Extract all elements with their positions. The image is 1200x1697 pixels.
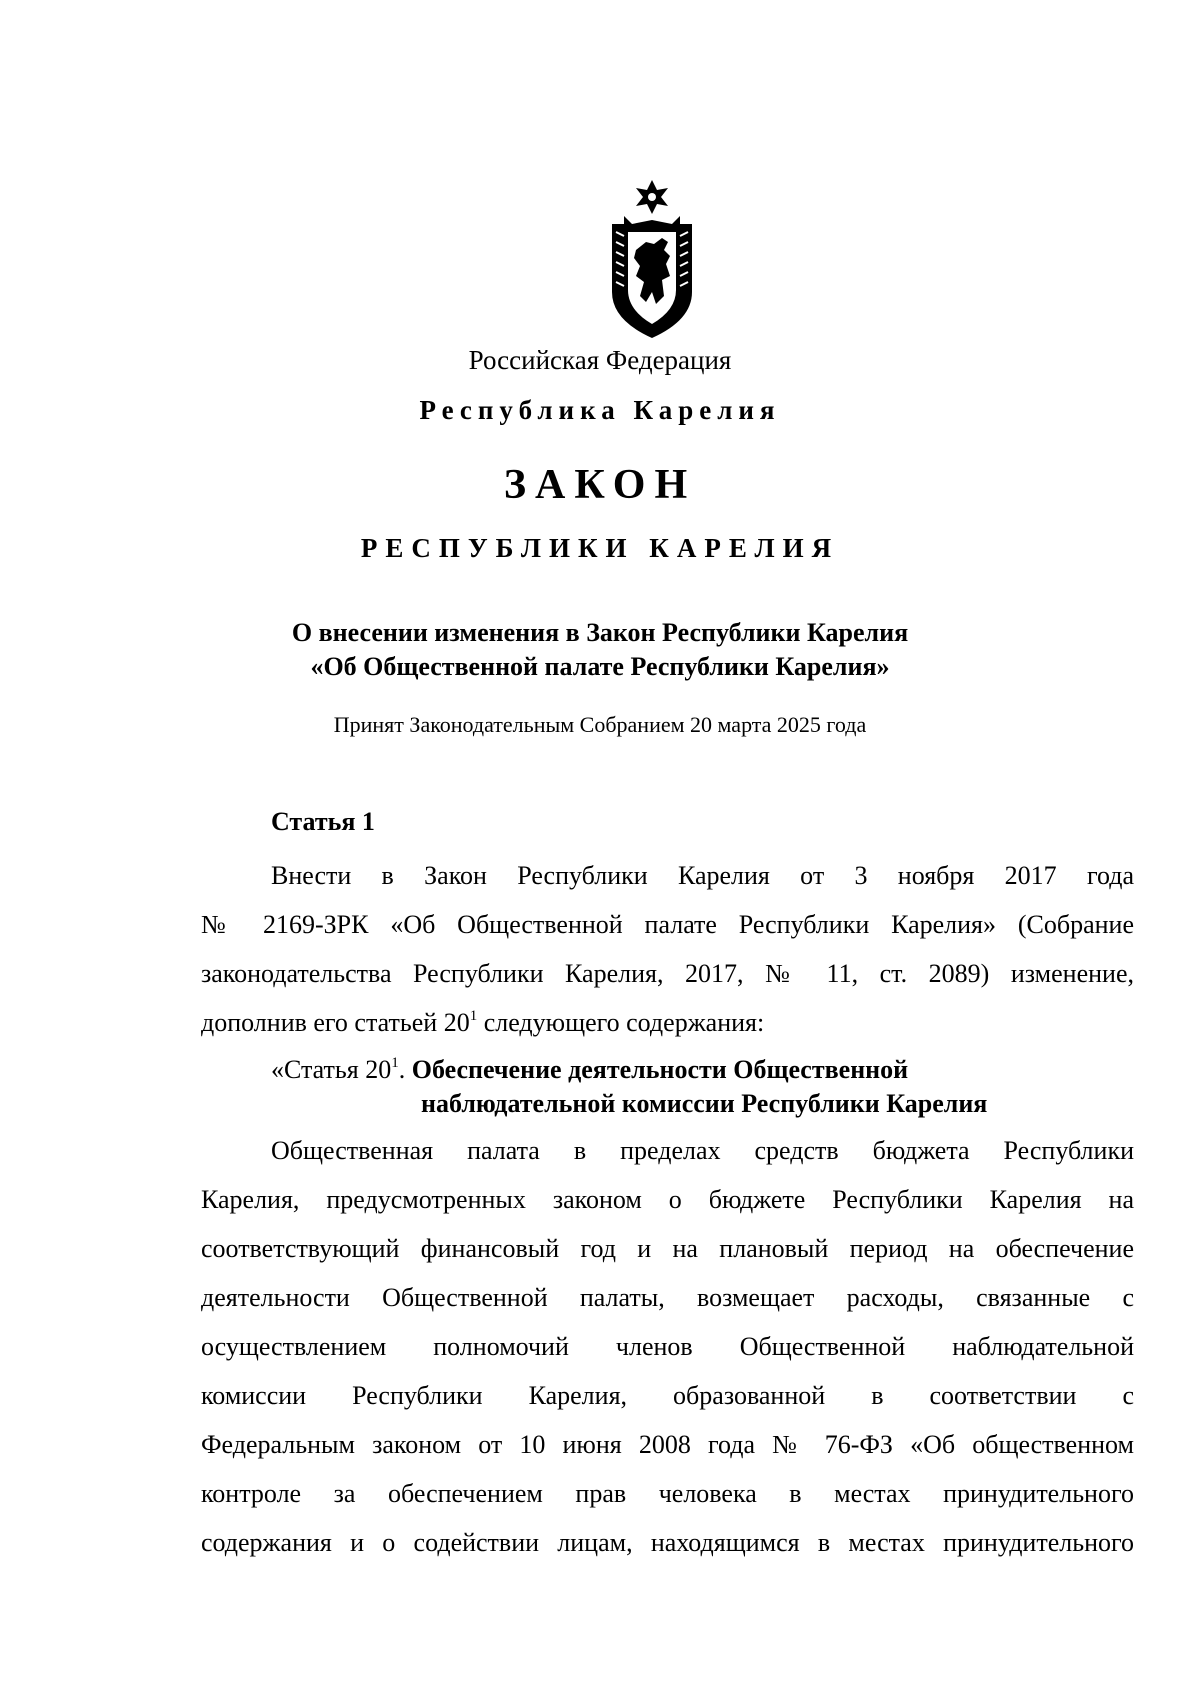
paragraph-line [201,998,1134,1047]
paragraph-line-tail: следующего содержания: [477,1008,765,1037]
law-title [0,616,1200,684]
paragraph-line: Внести в Закон Республики Карелия от 3 ноября 2017 года [271,861,1134,890]
adoption-note: Принят Законодательным Собранием 20 марта 2025 года [333,712,867,737]
paragraph-line: Федеральным законом от 10 июня 2008 года № 76-ФЗ «Об общественном [201,1430,1134,1459]
new-article-title-line-1: Обеспечение деятельности Общественной [411,1055,909,1084]
article-heading: Статья 1 [271,807,375,836]
paragraph-line: содержания и о содействии лицам, находящимся в местах принудительного [201,1528,1134,1557]
article-1-paragraph [201,851,1134,1047]
paragraph-line: контроле за обеспечением прав человека в местах принудительного [201,1479,1134,1508]
issuer-heading: РЕСПУБЛИКИ КАРЕЛИЯ [360,533,840,563]
law-title-line-1: О внесении изменения в Закон Республики Карелия [291,618,909,647]
paragraph-line: осуществлением полномочий членов Общественной наблюдательной [201,1332,1134,1361]
republic-name: Республика Карелия [419,395,781,425]
karelia-coat-of-arms-icon [604,180,700,342]
paragraph-line: Общественная палата в пределах средств бюджета Республики [271,1136,1134,1165]
paragraph-line-text: дополнив его статьей 20 [201,1008,470,1037]
new-article-dot: . [398,1055,412,1084]
new-article-heading [271,1053,987,1121]
paragraph-line: № 2169-ЗРК «Об Общественной палате Республики Карелия» (Собрание [201,910,1134,939]
paragraph-line: деятельности Общественной палаты, возмещает расходы, связанные с [201,1283,1134,1312]
new-article-prefix: «Статья 20 [271,1055,392,1084]
country-name: Российская Федерация [468,345,732,375]
document-type-heading: ЗАКОН [503,462,697,508]
superscript: 1 [469,1008,478,1024]
paragraph-line: соответствующий финансовый год и на плановый период на обеспечение [201,1234,1134,1263]
superscript: 1 [391,1055,399,1071]
new-article-title-line-2: наблюдательной комиссии Республики Карелия [421,1089,988,1118]
paragraph-line: законодательства Республики Карелия, 2017, № 11, ст. 2089) изменение, [201,959,1134,988]
paragraph-line: Карелия, предусмотренных законом о бюджете Республики Карелия на [201,1185,1134,1214]
paragraph-line: комиссии Республики Карелия, образованной в соответствии с [201,1381,1134,1410]
law-title-line-2: «Об Общественной палате Республики Карелия» [310,652,890,681]
new-article-paragraph [201,1126,1134,1567]
